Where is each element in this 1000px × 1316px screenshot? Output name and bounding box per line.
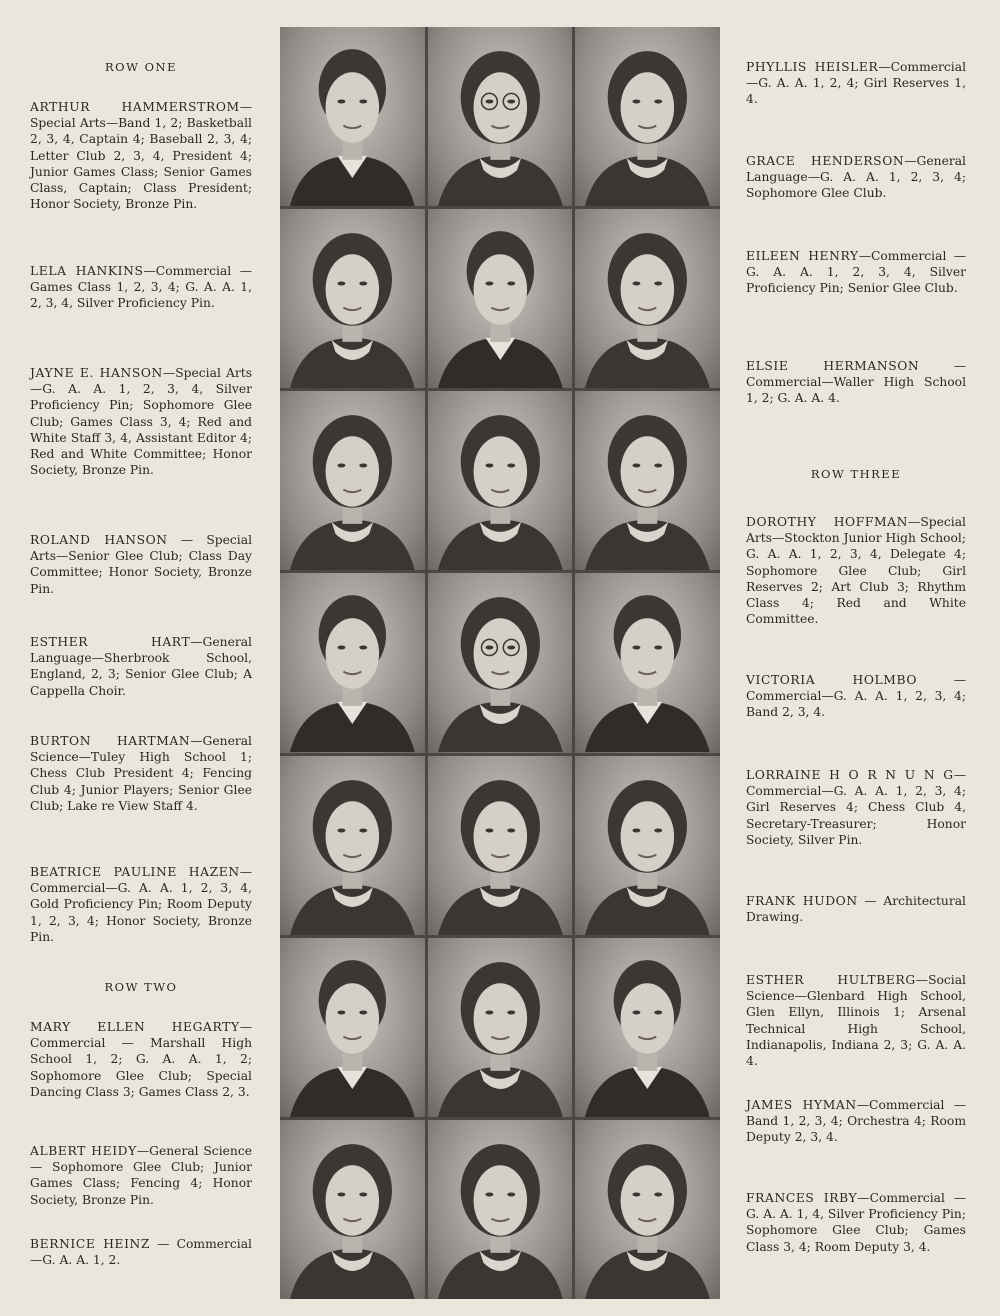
portrait-image — [428, 391, 573, 570]
student-entry — [30, 733, 252, 814]
student-entry — [30, 1143, 252, 1208]
student-entry — [30, 864, 252, 945]
portrait-grid — [280, 27, 720, 1299]
portrait-face — [473, 72, 527, 142]
portrait-eye — [485, 828, 493, 832]
portrait-image — [280, 573, 425, 752]
student-name: PHYLLIS HEISLER — [746, 60, 879, 74]
portrait-image — [428, 938, 573, 1117]
student-portrait — [575, 391, 720, 570]
portrait-face — [326, 1165, 380, 1235]
student-entry — [746, 672, 966, 721]
portrait-face — [326, 619, 380, 689]
portrait-shoulders — [438, 702, 563, 752]
portrait-image — [280, 209, 425, 388]
portrait-eye — [337, 646, 345, 650]
portrait-eye — [485, 1192, 493, 1196]
student-portrait — [280, 27, 425, 206]
portrait-shoulders — [585, 156, 710, 206]
student-portrait — [428, 209, 573, 388]
portrait-eye — [655, 1010, 663, 1014]
student-activities: —General Language—Sherbrook School, England, 2, 3; Senior Glee Club; A Cappella Choir. — [30, 635, 252, 698]
student-activities: — Commercial—G. A. A. 1, 2. — [30, 1237, 252, 1268]
student-activities: — Commercial — Marshall High School 1, 2; G. A. A. 1, 2; Sophomore Glee Club; Special Dancing Class 3; Games Class 2, 3. — [30, 1020, 252, 1099]
portrait-eye — [507, 1192, 515, 1196]
student-name: EILEEN HENRY — [746, 249, 859, 263]
portrait-eye — [337, 1192, 345, 1196]
student-activities: — Commercial—G. A. A. 1, 2, 3, 4; Band 2, 3, 4. — [746, 673, 966, 720]
student-entry — [746, 248, 966, 297]
student-name: LORRAINE H O R N U N G — [746, 768, 954, 782]
portrait-image — [428, 27, 573, 206]
student-portrait — [280, 573, 425, 752]
portrait-shoulders — [585, 520, 710, 570]
portrait-eye — [485, 1010, 493, 1014]
portrait-face — [473, 619, 527, 689]
student-name: BEATRICE PAULINE HAZEN — [30, 865, 240, 879]
portrait-shoulders — [585, 884, 710, 934]
student-name: FRANK HUDON — [746, 894, 858, 908]
portrait-eye — [507, 464, 515, 468]
student-name: VICTORIA HOLMBO — [746, 673, 918, 687]
student-activities: —Social Science—Glenbard High School, Glen Ellyn, Illinois 1; Arsenal Technical High School, Indianapolis, Indiana 2, 3; G. A. A. 4. — [746, 973, 966, 1069]
portrait-shoulders — [585, 1249, 710, 1299]
portrait-face — [621, 1165, 675, 1235]
portrait-shoulders — [438, 156, 563, 206]
portrait-image — [280, 756, 425, 935]
portrait-image — [280, 938, 425, 1117]
student-activities: —General Science — Sophomore Glee Club; Junior Games Class; Fencing 4; Honor Society, Bronze Pin. — [30, 1144, 252, 1207]
portrait-image — [575, 573, 720, 752]
student-activities: —Special Arts—Stockton Junior High School; G. A. A. 1, 2, 3, 4, Delegate 4; Sophomore Glee Club; Girl Reserves 2; Art Club 3; Rhythm Class 4; Red and White Committee. — [746, 515, 966, 627]
student-name: GRACE HENDERSON — [746, 154, 905, 168]
portrait-eye — [655, 282, 663, 286]
student-name: FRANCES IRBY — [746, 1191, 858, 1205]
student-portrait — [575, 1120, 720, 1299]
student-activities: — Special Arts—Senior Glee Club; Class Day Committee; Honor Society, Bronze Pin. — [30, 533, 252, 596]
student-activities: —Commercial —G. A. A. 1, 4, Silver Proficiency Pin; Sophomore Glee Club; Games Class 3, 4; Room Deputy 3, 4. — [746, 1191, 966, 1254]
portrait-eye — [359, 282, 367, 286]
portrait-eye — [485, 646, 493, 650]
portrait-face — [326, 254, 380, 324]
student-entry — [30, 263, 252, 312]
portrait-face — [473, 437, 527, 507]
student-portrait — [575, 27, 720, 206]
portrait-image — [575, 938, 720, 1117]
portrait-eye — [655, 828, 663, 832]
portrait-face — [621, 72, 675, 142]
portrait-eye — [337, 282, 345, 286]
student-activities: —Commercial —Games Class 1, 2, 3, 4; G. A. A. 1, 2, 3, 4, Silver Proficiency Pin. — [30, 264, 252, 311]
student-portrait — [280, 209, 425, 388]
portrait-shoulders — [438, 1067, 563, 1117]
student-entry — [30, 532, 252, 597]
portrait-face — [473, 801, 527, 871]
student-activities: —Special Arts—G. A. A. 1, 2, 3, 4, Silver Proficiency Pin; Sophomore Glee Club; Games Class 3, 4; Red and White Staff 3, 4, Assistant Editor 4; Red and White Committee; Honor Society, Bronze Pin. — [30, 366, 253, 478]
portrait-shoulders — [585, 338, 710, 388]
student-entry — [30, 1236, 252, 1268]
portrait-eye — [337, 1010, 345, 1014]
student-name: JAYNE E. HANSON — [30, 366, 163, 380]
portrait-image — [428, 209, 573, 388]
portrait-eye — [485, 282, 493, 286]
student-entry — [746, 893, 966, 925]
portrait-shoulders — [438, 520, 563, 570]
portrait-eye — [633, 1010, 641, 1014]
row-one-heading: ROW ONE — [105, 60, 177, 74]
portrait-face — [473, 1165, 527, 1235]
student-entry — [746, 514, 966, 627]
portrait-image — [428, 756, 573, 935]
portrait-face — [326, 72, 380, 142]
portrait-eye — [359, 1192, 367, 1196]
student-activities: — Commercial—G. A. A. 1, 2, 3, 4; Girl Reserves 4; Chess Club 4, Secretary-Treasurer; Honor Society, Silver Pin. — [746, 768, 966, 847]
student-name: LELA HANKINS — [30, 264, 144, 278]
student-portrait — [280, 1120, 425, 1299]
student-entry — [30, 634, 252, 699]
student-entry — [746, 358, 966, 407]
student-entry — [30, 365, 252, 478]
student-name: MARY ELLEN HEGARTY — [30, 1020, 240, 1034]
portrait-eye — [633, 1192, 641, 1196]
portrait-face — [621, 437, 675, 507]
student-portrait — [428, 391, 573, 570]
portrait-eye — [633, 464, 641, 468]
student-portrait — [280, 756, 425, 935]
portrait-eye — [633, 99, 641, 103]
portrait-shoulders — [438, 1249, 563, 1299]
student-name: ROLAND HANSON — [30, 533, 168, 547]
portrait-image — [575, 756, 720, 935]
portrait-image — [428, 573, 573, 752]
student-activities: —General Language—G. A. A. 1, 2, 3, 4; Sophomore Glee Club. — [746, 154, 966, 201]
portrait-eye — [359, 464, 367, 468]
portrait-image — [280, 1120, 425, 1299]
portrait-image — [575, 391, 720, 570]
student-portrait — [280, 391, 425, 570]
portrait-face — [473, 983, 527, 1053]
student-portrait — [575, 573, 720, 752]
portrait-eye — [633, 828, 641, 832]
portrait-eye — [655, 646, 663, 650]
student-activities: —General Science—Tuley High School 1; Chess Club President 4; Fencing Club 4; Junior Players; Senior Glee Club; Lake re View Staff 4. — [30, 734, 252, 813]
student-name: ESTHER HULTBERG — [746, 973, 916, 987]
portrait-image — [280, 391, 425, 570]
student-activities: —Commercial —G. A. A. 1, 2, 3, 4, Silver Proficiency Pin; Senior Glee Club. — [746, 249, 966, 296]
student-portrait — [575, 938, 720, 1117]
portrait-face — [326, 983, 380, 1053]
portrait-eye — [485, 99, 493, 103]
portrait-shoulders — [290, 520, 415, 570]
student-portrait — [575, 756, 720, 935]
portrait-eye — [507, 646, 515, 650]
portrait-image — [575, 27, 720, 206]
portrait-eye — [507, 282, 515, 286]
student-entry — [30, 99, 252, 212]
portrait-eye — [485, 464, 493, 468]
student-entry — [746, 153, 966, 202]
student-portrait — [575, 209, 720, 388]
student-entry — [746, 767, 966, 848]
portrait-eye — [655, 99, 663, 103]
student-entry — [30, 1019, 252, 1100]
portrait-eye — [507, 828, 515, 832]
student-activities: — Architectural Drawing. — [746, 894, 966, 925]
portrait-eye — [359, 1010, 367, 1014]
student-name: ELSIE HERMANSON — [746, 359, 920, 373]
portrait-eye — [337, 99, 345, 103]
row-two-heading: ROW TWO — [104, 980, 178, 994]
student-activities: —Commercial—G. A. A. 1, 2, 3, 4, Gold Proficiency Pin; Room Deputy 1, 2, 3, 4; Honor Society, Bronze Pin. — [30, 865, 252, 944]
portrait-shoulders — [290, 1249, 415, 1299]
portrait-image — [575, 209, 720, 388]
student-portrait — [280, 938, 425, 1117]
portrait-face — [326, 801, 380, 871]
student-entry — [746, 972, 966, 1069]
student-activities: —Commercial —Band 1, 2, 3, 4; Orchestra 4; Room Deputy 2, 3, 4. — [746, 1098, 966, 1145]
student-name: JAMES HYMAN — [746, 1098, 857, 1112]
student-activities: —Commercial—G. A. A. 1, 2, 4; Girl Reserves 1, 4. — [746, 60, 966, 107]
student-name: ARTHUR HAMMERSTROM — [30, 100, 240, 114]
student-name: BURTON HARTMAN — [30, 734, 191, 748]
portrait-image — [428, 1120, 573, 1299]
row-three-heading: ROW THREE — [810, 467, 902, 481]
student-activities: —Special Arts—Band 1, 2; Basketball 2, 3, 4, Captain 4; Baseball 2, 3, 4; Letter Club 2, 3, 4, President 4; Junior Games Class; Senior Games Class, Captain; Class President; Honor Society, Bronze Pin. — [30, 100, 252, 212]
student-portrait — [428, 573, 573, 752]
portrait-eye — [633, 646, 641, 650]
portrait-face — [326, 437, 380, 507]
student-portrait — [428, 27, 573, 206]
student-entry — [746, 1190, 966, 1255]
student-name: BERNICE HEINZ — [30, 1237, 151, 1251]
portrait-eye — [337, 464, 345, 468]
portrait-face — [621, 801, 675, 871]
student-entry — [746, 59, 966, 108]
portrait-eye — [507, 1010, 515, 1014]
portrait-eye — [655, 1192, 663, 1196]
portrait-eye — [359, 828, 367, 832]
portrait-shoulders — [438, 884, 563, 934]
portrait-shoulders — [290, 884, 415, 934]
student-entry — [746, 1097, 966, 1146]
portrait-image — [280, 27, 425, 206]
portrait-face — [621, 983, 675, 1053]
portrait-face — [473, 254, 527, 324]
student-name: DOROTHY HOFFMAN — [746, 515, 909, 529]
portrait-eye — [337, 828, 345, 832]
portrait-shoulders — [290, 338, 415, 388]
portrait-face — [621, 619, 675, 689]
portrait-face — [621, 254, 675, 324]
student-portrait — [428, 1120, 573, 1299]
portrait-eye — [359, 99, 367, 103]
portrait-eye — [359, 646, 367, 650]
portrait-eye — [507, 99, 515, 103]
student-portrait — [428, 938, 573, 1117]
student-name: ESTHER HART — [30, 635, 191, 649]
student-portrait — [428, 756, 573, 935]
student-name: ALBERT HEIDY — [30, 1144, 137, 1158]
student-activities: — Commercial—Waller High School 1, 2; G. A. A. 4. — [746, 359, 966, 406]
portrait-eye — [655, 464, 663, 468]
portrait-image — [575, 1120, 720, 1299]
portrait-eye — [633, 282, 641, 286]
